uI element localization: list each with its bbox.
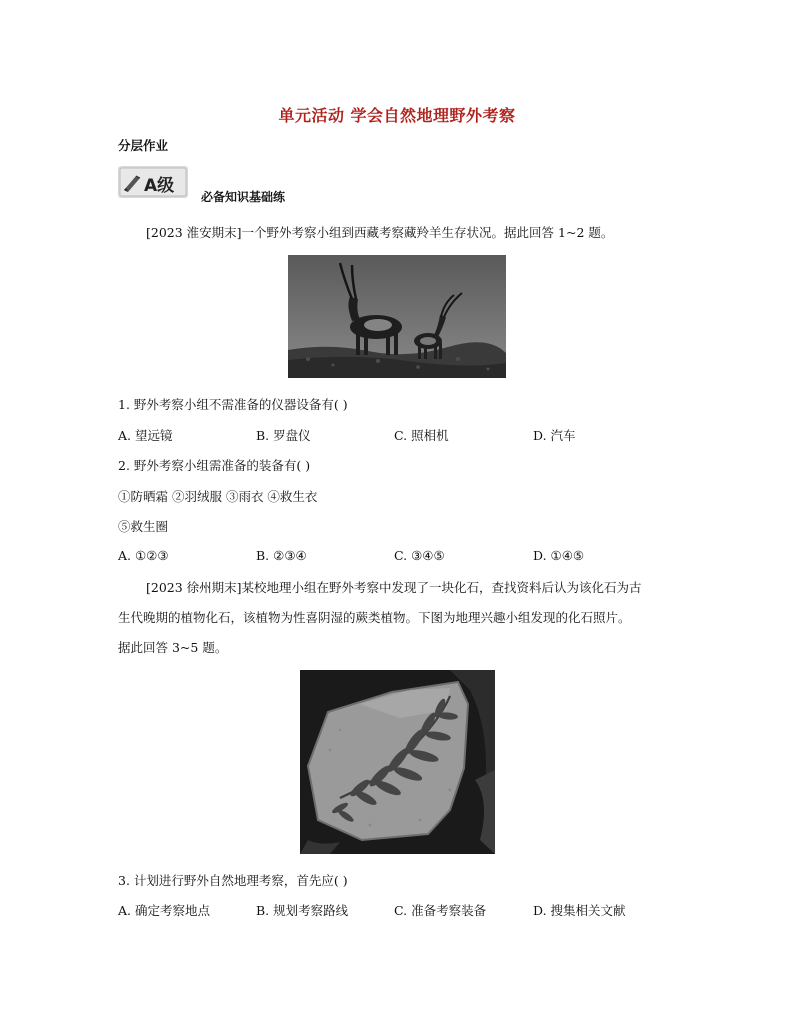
q2-option-c: C. ③④⑤ bbox=[394, 548, 445, 563]
q2-option-d: D. ①④⑤ bbox=[533, 548, 585, 563]
q3-option-d: D. 搜集相关文献 bbox=[533, 903, 626, 918]
question-2: 2. 野外考察小组需准备的装备有( ) bbox=[118, 458, 311, 473]
question-3: 3. 计划进行野外自然地理考察，首先应( ) bbox=[118, 873, 348, 888]
q1-option-c: C. 照相机 bbox=[394, 428, 449, 443]
passage-2-line-2: 生代晚期的植物化石，该植物为性喜阴湿的蕨类植物。下图为地理兴趣小组发现的化石照片。 bbox=[118, 610, 631, 625]
q2-option-b: B. ②③④ bbox=[256, 548, 307, 563]
q1-option-b: B. 罗盘仪 bbox=[256, 428, 311, 443]
q3-option-b: B. 规划考察路线 bbox=[256, 903, 349, 918]
q2-option-a: A. ①②③ bbox=[118, 548, 169, 563]
q3-option-a: A. 确定考察地点 bbox=[118, 903, 210, 918]
fern-fossil-photo bbox=[300, 670, 495, 854]
q3-option-c: C. 准备考察装备 bbox=[394, 903, 487, 918]
section-heading: 分层作业 bbox=[118, 138, 169, 153]
question-1: 1. 野外考察小组不需准备的仪器设备有( ) bbox=[118, 397, 348, 412]
level-badge-text: A级 bbox=[144, 176, 175, 196]
passage-2-line-1: [2023 徐州期末]某校地理小组在野外考察中发现了一块化石，查找资料后认为该化石为古 bbox=[146, 580, 642, 595]
antelope-photo bbox=[288, 255, 506, 378]
q2-items-line-1: ①防晒霜 ②羽绒服 ③雨衣 ④救生衣 bbox=[118, 489, 318, 504]
q1-option-d: D. 汽车 bbox=[533, 428, 576, 443]
q2-items-line-2: ⑤救生圈 bbox=[118, 519, 169, 534]
passage-1: [2023 淮安期末]一个野外考察小组到西藏考察藏羚羊生存状况。据此回答 1~2 题。 bbox=[146, 225, 614, 240]
q1-option-a: A. 望远镜 bbox=[118, 428, 173, 443]
page-title: 单元活动 学会自然地理野外考察 bbox=[278, 106, 516, 125]
level-badge bbox=[118, 166, 188, 198]
passage-2-line-3: 据此回答 3~5 题。 bbox=[118, 640, 228, 655]
level-label: 必备知识基础练 bbox=[201, 190, 286, 204]
